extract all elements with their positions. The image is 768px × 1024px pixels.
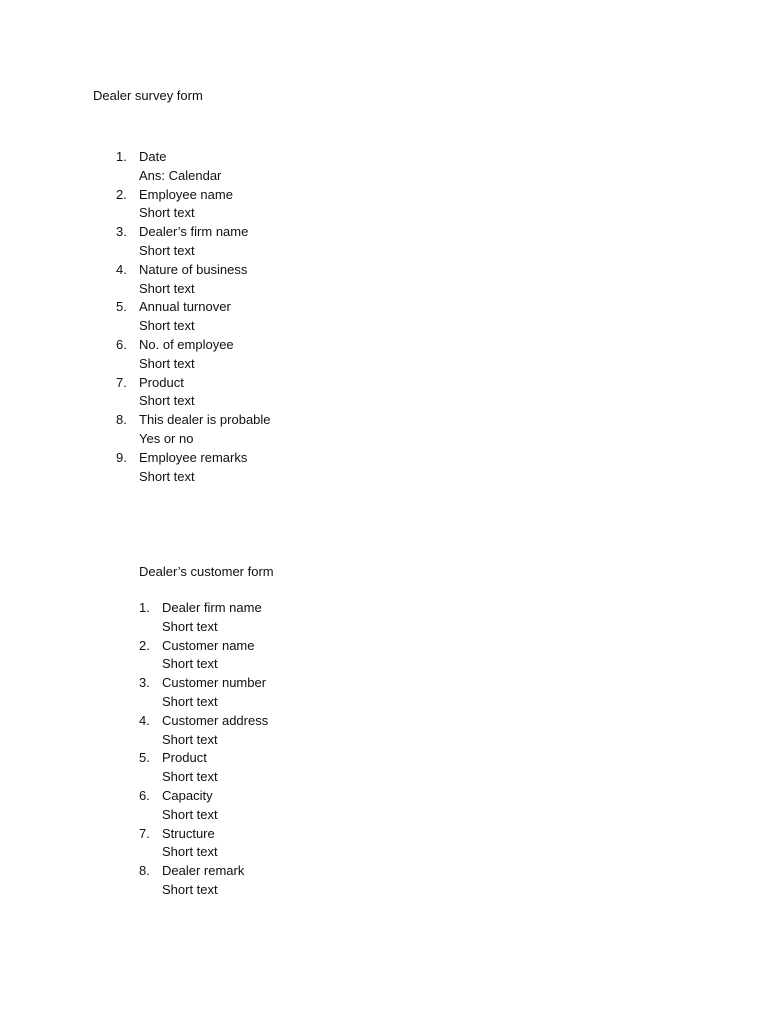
list-item [116,298,271,336]
answer-type-text: Short text [139,393,195,409]
answer-type-text: Short text [162,806,218,822]
item-number: 8. [139,863,150,879]
answer-type-text: Short text [162,769,218,785]
list-item [139,674,268,712]
item-number: 4. [116,261,127,277]
answer-type-text: Short text [139,355,195,371]
answer-type-text: Short text [162,844,218,860]
question-text: Employee name [139,186,233,202]
question-text: Structure [162,825,215,841]
answer-type-text: Short text [162,618,218,634]
question-text: This dealer is probable [139,412,271,428]
list-item [116,411,271,449]
list-item [116,374,271,412]
list-item [139,749,268,787]
item-number: 7. [139,825,150,841]
list-item [139,599,268,637]
list-item [139,712,268,750]
question-text: Customer address [162,712,269,728]
item-number: 3. [139,675,150,691]
answer-type-text: Short text [162,693,218,709]
question-text: Dealer firm name [162,600,262,615]
item-number: 8. [116,412,127,428]
list-item [139,825,268,863]
item-number: 1. [139,600,150,615]
list-item [139,862,268,900]
question-text: Nature of business [139,261,248,277]
question-text: Customer name [162,637,255,653]
question-text: Employee remarks [139,449,248,465]
list-item [139,787,268,825]
answer-type-text: Short text [162,881,218,897]
question-text: Dealer remark [162,863,245,879]
list-item [116,261,271,299]
customer-question-list [139,599,268,900]
item-number: 4. [139,712,150,728]
item-number: 2. [116,186,127,202]
item-number: 6. [116,336,127,352]
answer-type-text: Yes or no [139,430,194,446]
item-number: 3. [116,224,127,240]
answer-type-text: Short text [162,731,218,747]
item-number: 5. [116,299,127,315]
list-item [116,336,271,374]
answer-type-text: Short text [139,280,195,296]
question-text: Annual turnover [139,299,231,315]
question-text: Dealer’s firm name [139,224,249,240]
answer-type-text: Short text [162,656,218,672]
list-item [116,148,271,186]
question-text: Customer number [162,675,267,691]
item-number: 7. [116,374,127,390]
item-number: 9. [116,449,127,465]
question-text: Product [139,374,184,390]
question-text: Capacity [162,787,213,803]
document-title: Dealer survey form [93,88,203,103]
question-text: Date [139,149,167,164]
list-item [116,449,271,487]
customer-form-title: Dealer’s customer form [139,564,274,579]
item-number: 1. [116,149,127,164]
item-number: 5. [139,750,150,766]
list-item [116,223,271,261]
answer-type-text: Short text [139,242,195,258]
item-number: 6. [139,787,150,803]
question-text: Product [162,750,207,766]
list-item [116,186,271,224]
answer-type-text: Short text [139,205,195,221]
survey-question-list [116,148,271,486]
answer-type-text: Short text [139,468,195,484]
list-item [139,637,268,675]
question-text: No. of employee [139,336,234,352]
item-number: 2. [139,637,150,653]
answer-type-text: Short text [139,318,195,334]
answer-type-text: Ans: Calendar [139,167,222,183]
